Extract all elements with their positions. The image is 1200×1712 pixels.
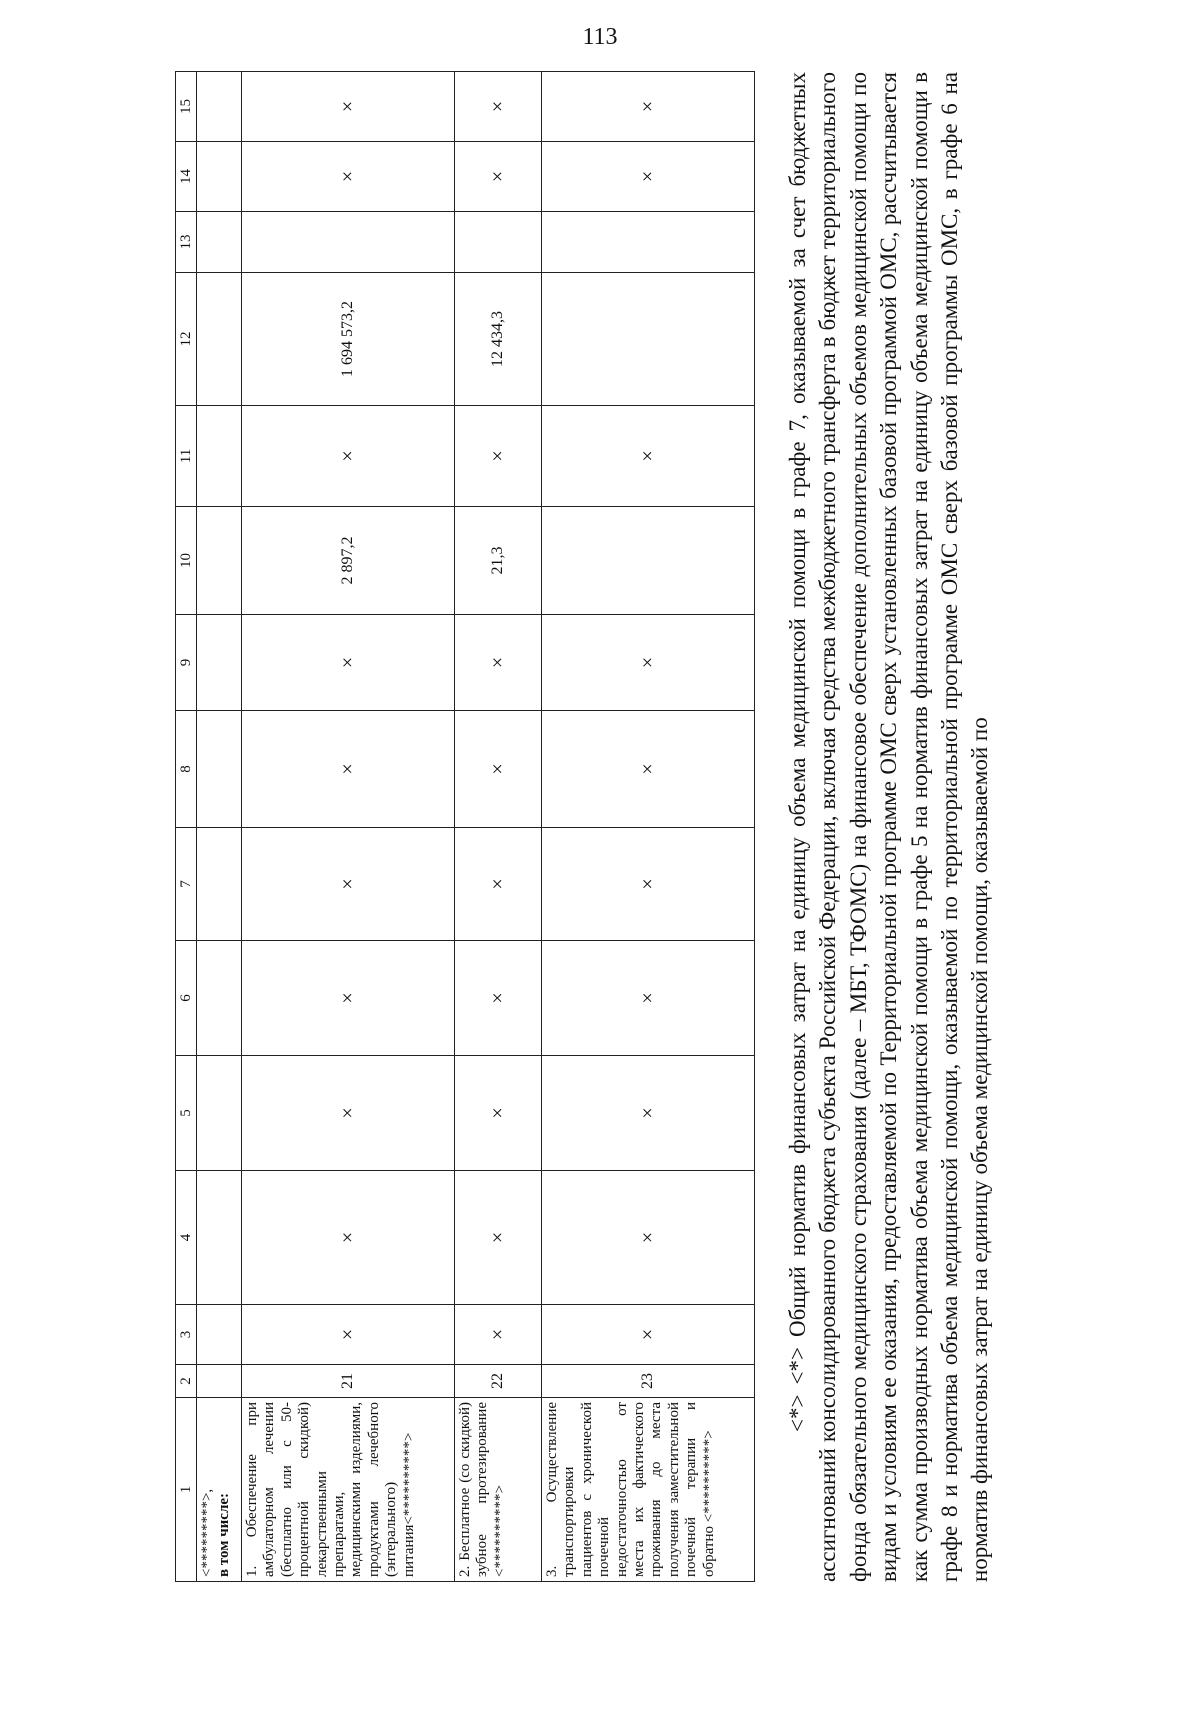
column-number: 13 — [176, 212, 197, 273]
intro-label: <*********>, — [199, 1488, 215, 1577]
table-cell: × — [542, 1056, 755, 1171]
column-number: 1 — [176, 1398, 197, 1582]
column-number: 15 — [176, 72, 197, 142]
table-cell: 21,3 — [455, 507, 542, 615]
column-number: 9 — [176, 615, 197, 711]
table-cell: × — [242, 1171, 455, 1305]
table-cell — [542, 507, 755, 615]
column-number: 2 — [176, 1365, 197, 1398]
subheading: в том числе: — [216, 1492, 233, 1577]
table-cell: × — [455, 406, 542, 507]
row-number: 21 — [242, 1365, 455, 1398]
table-cell: 12 434,3 — [455, 273, 542, 406]
column-number: 14 — [176, 142, 197, 212]
column-number-row — [176, 72, 197, 1582]
table-cell: × — [542, 615, 755, 711]
column-number: 4 — [176, 1171, 197, 1305]
table-cell — [197, 1305, 242, 1365]
table-cell: × — [242, 1305, 455, 1365]
column-number: 7 — [176, 828, 197, 941]
table-cell: × — [542, 72, 755, 142]
table-cell: × — [542, 142, 755, 212]
table-cell — [197, 828, 242, 941]
table-cell — [197, 615, 242, 711]
table-cell: × — [242, 615, 455, 711]
table-cell: × — [455, 941, 542, 1056]
table-cell — [197, 711, 242, 828]
table-cell: × — [542, 1171, 755, 1305]
column-number: 6 — [176, 941, 197, 1056]
table-cell: × — [455, 72, 542, 142]
table-cell — [197, 212, 242, 273]
table-cell — [542, 273, 755, 406]
table-row — [242, 72, 455, 1582]
row-description: 1. Обеспечение при амбулаторном лечении (бесплатно или с 50-процентной скидкой) лекарственными препаратами, медицинскими изделиями, продуктами лечебного (энтерального) питания<**********> — [242, 1398, 455, 1582]
table-cell: × — [455, 828, 542, 941]
row-number: 23 — [542, 1365, 755, 1398]
table-cell: × — [542, 828, 755, 941]
table-cell: × — [242, 406, 455, 507]
table-cell — [197, 1365, 242, 1398]
column-number: 5 — [176, 1056, 197, 1171]
table-cell: 1 694 573,2 — [242, 273, 455, 406]
footnote — [783, 72, 996, 1582]
row-description: 2. Бесплатное (со скидкой) зубное протезирование <**********> — [455, 1398, 542, 1582]
column-number: 10 — [176, 507, 197, 615]
table-cell — [197, 507, 242, 615]
footnote-text: <*> <*> Общий норматив финансовых затрат на единицу объема медицинской помощи в графе 7, оказываемой за счет бюджетных ассигнований консолидированного бюджета субъекта Российской Федерации, включая средства межбюджетного трансферта в бюджет территориального фонда обязательного медицинского страхования (далее – МБТ, ТФОМС) на финансовое обеспечение дополнительных объемов медицинской помощи по видам и условиям ее оказания, предоставляемой по Территориальной программе ОМС сверх установленных базовой программой ОМС, рассчитывается как сумма производных норматива объема медицинской помощи в графе 5 на норматив финансовых затрат на единицу объема медицинской помощи в графе 8 и норматива объема медицинской помощи, оказываемой по территориальной программе ОМС сверх базовой программы ОМС, в графе 6 на норматив финансовых затрат на единицу объема медицинской помощи, оказываемой по — [785, 72, 993, 1582]
table-cell: × — [455, 142, 542, 212]
table-cell: × — [242, 142, 455, 212]
rotated-page-content — [175, 70, 1075, 1582]
intro-label-cell — [197, 1398, 242, 1582]
table-cell: 2 897,2 — [242, 507, 455, 615]
table-cell — [242, 212, 455, 273]
table-cell: × — [242, 1056, 455, 1171]
column-number: 11 — [176, 406, 197, 507]
table-row — [455, 72, 542, 1582]
data-table — [175, 71, 755, 1582]
table-cell: × — [542, 1305, 755, 1365]
table-cell — [197, 273, 242, 406]
table-cell — [197, 142, 242, 212]
table-cell — [542, 212, 755, 273]
table-cell — [197, 72, 242, 142]
table-cell: × — [242, 711, 455, 828]
table-cell: × — [542, 406, 755, 507]
table-cell: × — [542, 711, 755, 828]
table-cell: × — [542, 941, 755, 1056]
page-number: 113 — [582, 24, 618, 50]
row-description: 3. Осуществление транспортировки пациентов с хронической почечной недостаточностью от места их фактического проживания до места получения заместительной почечной терапии и обратно <**********> — [542, 1398, 755, 1582]
table-cell — [197, 1171, 242, 1305]
table-cell — [197, 406, 242, 507]
row-number: 22 — [455, 1365, 542, 1398]
intro-row — [197, 72, 242, 1582]
column-number: 3 — [176, 1305, 197, 1365]
table-cell: × — [455, 615, 542, 711]
table-cell — [197, 1056, 242, 1171]
column-number: 12 — [176, 273, 197, 406]
table-cell: × — [455, 711, 542, 828]
table-cell — [455, 212, 542, 273]
table-cell: × — [455, 1171, 542, 1305]
table-cell — [197, 941, 242, 1056]
table-cell: × — [455, 1305, 542, 1365]
table-cell: × — [242, 72, 455, 142]
table-cell: × — [242, 941, 455, 1056]
table-cell: × — [242, 828, 455, 941]
table-row — [542, 72, 755, 1582]
column-number: 8 — [176, 711, 197, 828]
table-cell: × — [455, 1056, 542, 1171]
